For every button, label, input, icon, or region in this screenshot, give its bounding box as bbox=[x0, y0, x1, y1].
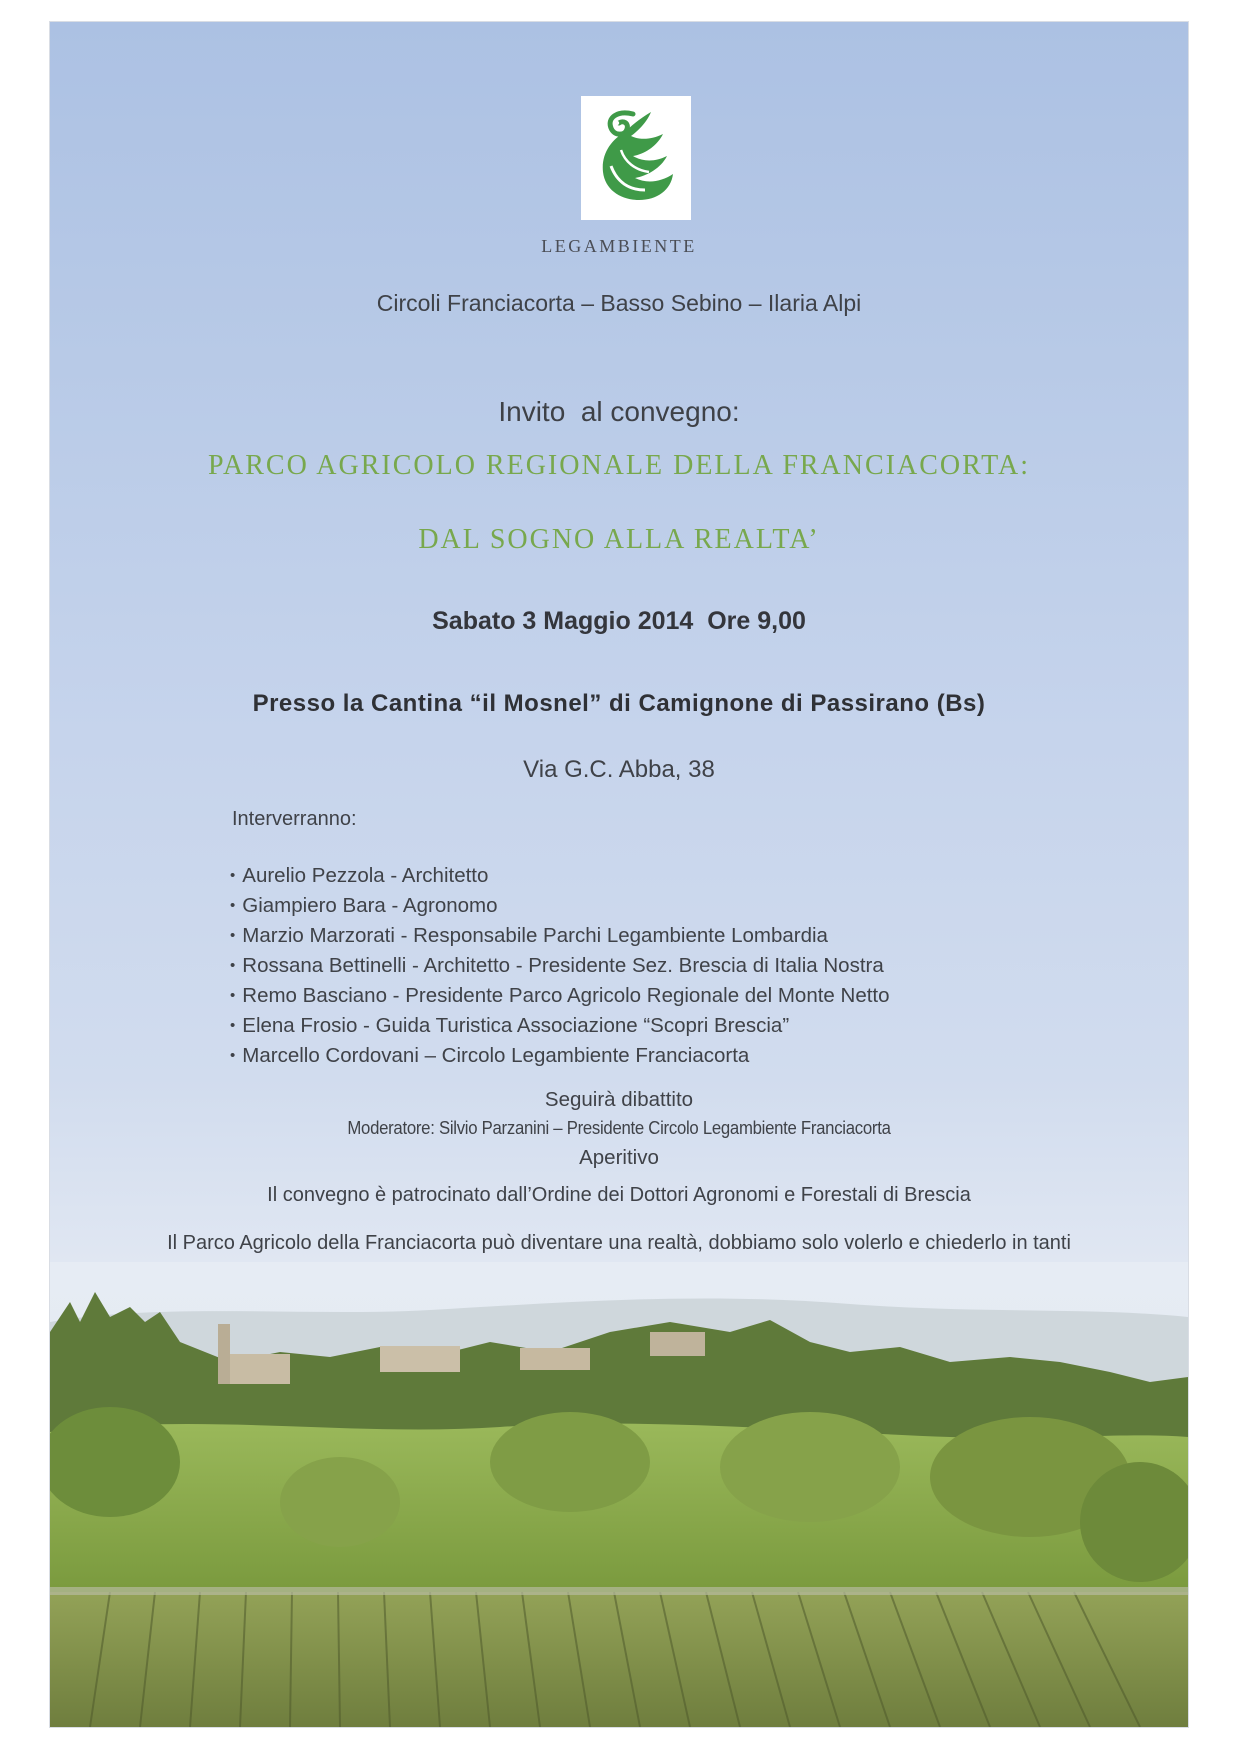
list-item: • Rossana Bettinelli - Architetto - Presidente Sez. Brescia di Italia Nostra bbox=[230, 952, 890, 982]
list-item: • Remo Basciano - Presidente Parco Agricolo Regionale del Monte Netto bbox=[230, 982, 890, 1012]
conference-title-line1: PARCO AGRICOLO REGIONALE DELLA FRANCIACORTA: bbox=[208, 450, 1030, 481]
franciacorta-landscape-image bbox=[50, 1262, 1188, 1727]
list-item: • Marcello Cordovani – Circolo Legambiente Franciacorta bbox=[230, 1042, 890, 1072]
debate-note: Seguirà dibattito bbox=[544, 1088, 694, 1111]
circoli-subtitle: Circoli Franciacorta – Basso Sebino – Ilaria Alpi bbox=[376, 290, 862, 316]
list-item: • Elena Frosio - Guida Turistica Associazione “Scopri Brescia” bbox=[230, 1012, 890, 1042]
invitation-poster bbox=[50, 22, 1188, 1727]
aperitivo-note: Aperitivo bbox=[579, 1146, 659, 1169]
closing-statement: Il Parco Agricolo della Franciacorta può diventare una realtà, dobbiamo solo volerlo e chiederlo in tanti bbox=[167, 1232, 1071, 1254]
list-item: • Aurelio Pezzola - Architetto bbox=[230, 862, 890, 892]
event-datetime: Sabato 3 Maggio 2014 Ore 9,00 bbox=[432, 607, 806, 635]
legambiente-swan-logo-icon bbox=[581, 96, 691, 220]
conference-title-line2: DAL SOGNO ALLA REALTA’ bbox=[418, 524, 820, 555]
speakers-list bbox=[230, 862, 890, 1072]
speakers-label: Interverranno: bbox=[232, 808, 357, 830]
event-venue: Presso la Cantina “il Mosnel” di Camignone di Passirano (Bs) bbox=[252, 690, 986, 717]
list-item: • Giampiero Bara - Agronomo bbox=[230, 892, 890, 922]
invitation-intro: Invito al convegno: bbox=[498, 396, 740, 427]
list-item: • Marzio Marzorati - Responsabile Parchi Legambiente Lombardia bbox=[230, 922, 890, 952]
organization-name: LEGAMBIENTE bbox=[541, 236, 697, 256]
patronage-note: Il convegno è patrocinato dall’Ordine dei Dottori Agronomi e Forestali di Brescia bbox=[267, 1184, 971, 1206]
moderator-line: Moderatore: Silvio Parzanini – Presidente Circolo Legambiente Franciacorta bbox=[347, 1118, 891, 1138]
event-address: Via G.C. Abba, 38 bbox=[523, 756, 715, 783]
